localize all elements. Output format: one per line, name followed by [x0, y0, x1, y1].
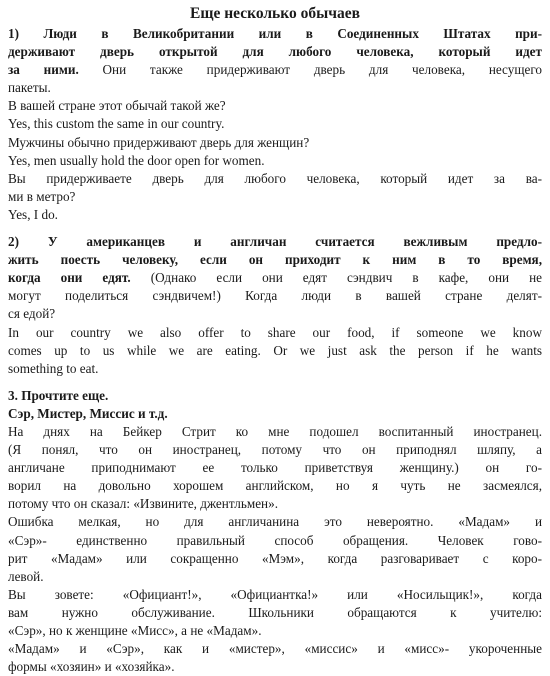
section2-line: жить поесть человеку, если он приходит к ним в то время, [8, 252, 542, 268]
section3-line: рит «Мадам» или сокращенно «Мэм», когда разговаривает с коро- [8, 550, 542, 566]
section2-line: In our country we also offer to share our food, if someone we know [8, 324, 542, 340]
dialog-line: ми в метро? [8, 188, 76, 204]
section2-line: ся едой? [8, 306, 56, 322]
document-title: Еще несколько обычаев [190, 5, 360, 22]
section3-line: англичане приподнимают ее только приветствуя женщину.) он го- [8, 460, 542, 476]
section3-line: На днях на Бейкер Стрит ко мне подошел воспитанный иностранец. [8, 423, 542, 439]
section2-line [8, 269, 542, 287]
section3-line: (Я понял, что он иностранец, потому что он приподнял шляпу, а [8, 442, 542, 458]
section3-line: «Сэр», но к женщине «Мисс», а не «Мадам». [8, 623, 262, 638]
section3-line: Ошибка мелкая, но для англичанина это невероятно. «Мадам» и [8, 514, 542, 530]
section3-line: «Мадам» и «Сэр», как и «мистер», «миссис» и «мисс»- укороченные [8, 641, 542, 657]
section1-line [8, 61, 542, 79]
section2-line: comes up to us while we are eating. Or we just ask the person if he wants [8, 342, 542, 358]
section3-heading: 3. Прочтите еще. [8, 387, 109, 403]
dialog-line: В вашей стране этот обычай такой же? [8, 98, 226, 114]
section1-line: 1) Люди в Великобритании или в Соединенных Штатах при- [8, 26, 542, 41]
section3-line: Вы зовете: «Официант!», «Официантка!» или «Носильщик!», когда [8, 586, 542, 602]
section2-line: могут поделиться сэндвичем!) Когда люди в вашей стране делят- [8, 288, 542, 304]
section3-line: ворил на довольно хорошем английском, но я чуть не засмеялся, [8, 478, 542, 494]
section2-fragment: (Однако если они едят сэндвич в кафе, они не [130, 270, 542, 286]
section1-fragment: Они также придерживают дверь для человека, несущего [78, 62, 543, 78]
section1-line: пакеты. [8, 80, 51, 96]
section3-line: «Сэр»- единственно правильный способ обращения. Человек гово- [8, 532, 542, 548]
section2-line: something to eat. [8, 360, 99, 376]
section2-bold-fragment: когда они едят. [8, 270, 131, 286]
dialog-line: Yes, I do. [8, 206, 58, 222]
dialog-line: Yes, this custom the same in our country. [8, 116, 225, 132]
section3-subheading: Сэр, Мистер, Миссис и т.д. [8, 405, 168, 421]
dialog-line: Yes, men usually hold the door open for women. [8, 152, 265, 168]
section3-line: формы «хозяин» и «хозяйка». [8, 659, 175, 675]
section1-line: держивают дверь открытой для любого человека, который идет [8, 44, 542, 60]
dialog-line: Мужчины обычно придерживают дверь для женщин? [8, 134, 310, 150]
section3-line: потому что он сказал: «Извините, джентльмен». [8, 496, 279, 512]
dialog-line: Вы придерживаете дверь для любого человека, который идет за ва- [8, 170, 542, 186]
section3-line: вам нужно обслуживание. Школьники обращаются к учителю: [8, 604, 542, 620]
section2-line: 2) У американцев и англичан считается вежливым предло- [8, 234, 542, 250]
section1-bold-fragment: за ними. [8, 62, 79, 78]
section3-line: левой. [8, 568, 44, 584]
